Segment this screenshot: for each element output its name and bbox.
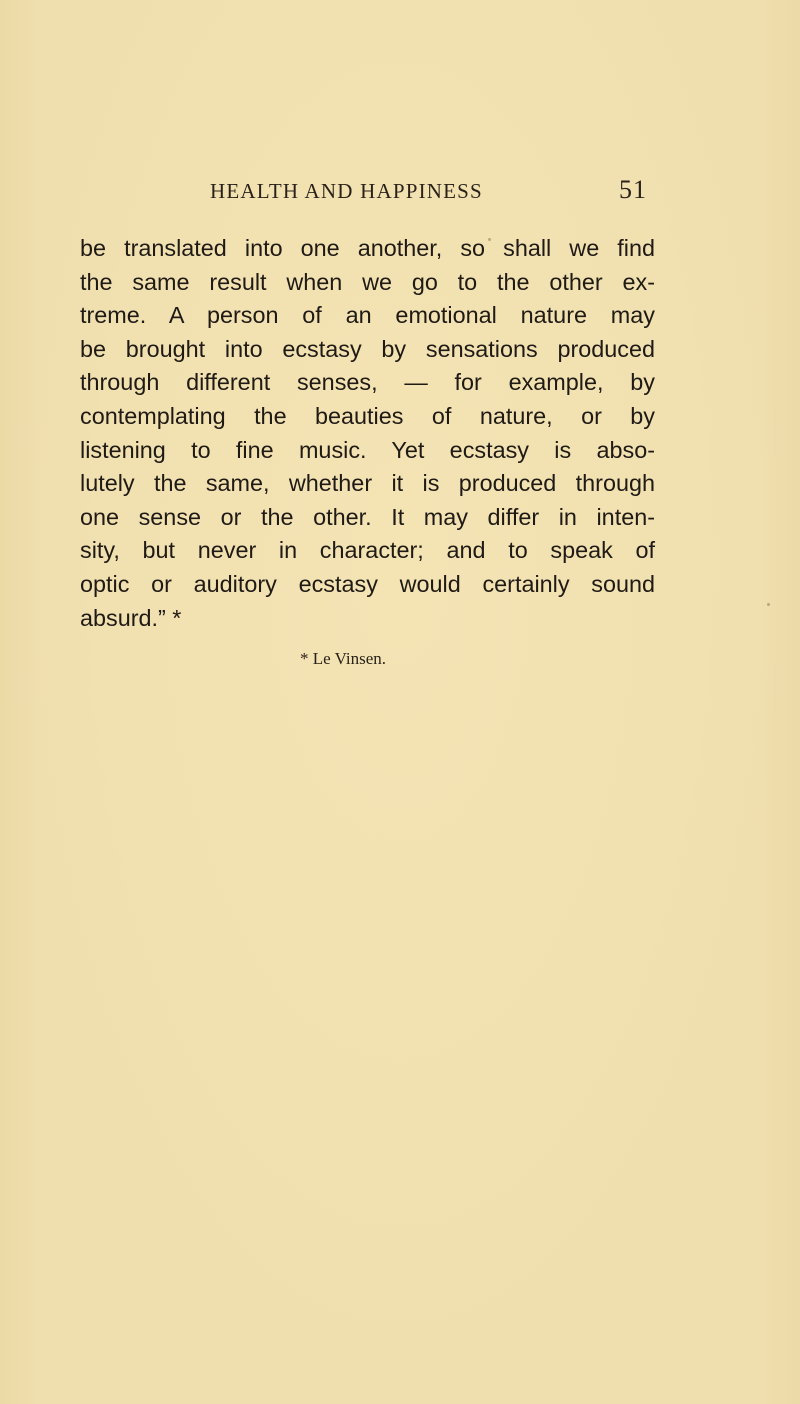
text-line-10: sity, but never in character; and to speak of (80, 537, 655, 564)
body-paragraph (80, 232, 655, 635)
text-line-8: lutely the same, whether it is produced through (80, 470, 655, 497)
paper-speck (488, 238, 491, 241)
paper-speck (767, 603, 770, 606)
text-line-12: absurd.” * (80, 604, 182, 631)
text-line-4: be brought into ecstasy by sensations produced (80, 335, 655, 362)
text-line-5: through different senses, — for example, by (80, 369, 655, 396)
footnote: * Le Vinsen. (300, 649, 387, 668)
text-line-6: contemplating the beauties of nature, or by (80, 402, 655, 429)
text-line-9: one sense or the other. It may differ in inten- (80, 503, 655, 530)
page-number: 51 (619, 175, 647, 204)
text-line-11: optic or auditory ecstasy would certainly sound (80, 570, 655, 597)
text-line-1: be translated into one another, so shall we find (80, 235, 655, 261)
text-line-7: listening to fine music. Yet ecstasy is abso- (80, 436, 655, 463)
running-head (80, 175, 647, 206)
text-line-3: treme. A person of an emotional nature may (80, 302, 655, 329)
running-title: HEALTH AND HAPPINESS (210, 179, 483, 203)
text-line-2: the same result when we go to the other ex- (80, 268, 655, 295)
